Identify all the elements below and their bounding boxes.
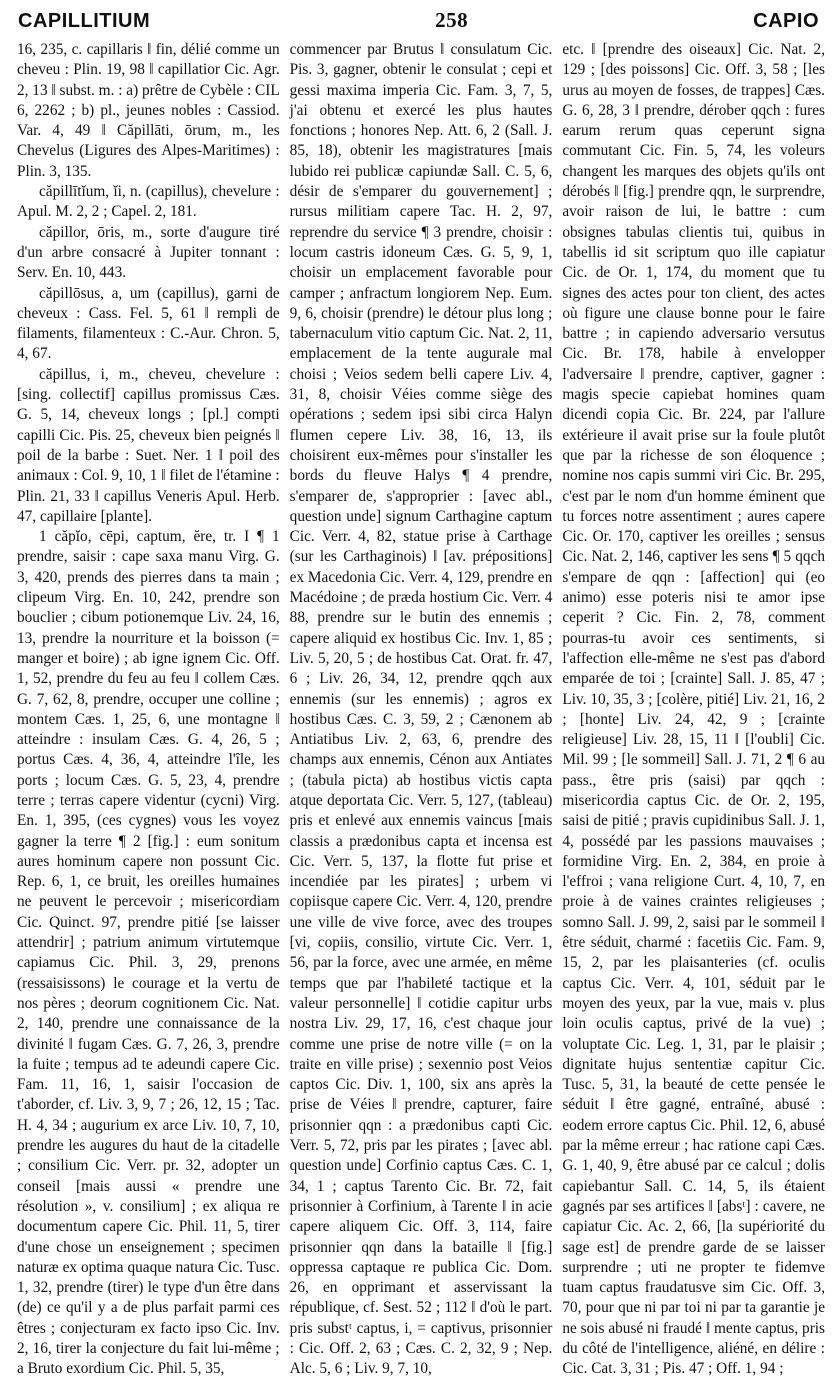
entry-capillitium: căpillītĭum, ĭi, n. (capillus), chevelure : Apul. M. 2, 2 ; Capel. 2, 181. <box>17 183 280 221</box>
entry-capillor: căpillor, ōris, m., sorte d'augure tiré d'un arbre consacré à Jupiter tonnant : Serv. En. 10, 443. <box>17 223 280 282</box>
entry-paragraph: etc. ‖ [prendre des oiseaux] Cic. Nat. 2, 129 ; [des poissons] Cic. Off. 3, 58 ; [les urus au moyen de fosses, de trappes] Cæs. G. 6, 28, 3 ‖ prendre, dérober qqch : fures earum rerum quas ceperunt signa commutant Cic. Fin. 5, 74, les voleurs changent les marques des objets qu'ils ont dérobés ‖ [fig.] prendre qqn, le surprendre, avoir raison de lui, le battre : cum obsignes tabulas clientis tui, quibus in tabellis id sit scriptum quo ille capiatur Cic. de Or. 1, 174, du moment que tu signes des actes pour ton client, des actes où figure une clause bonne pour le faire battre ; in capiendo adversario versutus Cic. Br. 178, habile à envelopper l'adversaire ‖ prendre, captiver, gagner : magis specie capiebat homines quam dicendi copia Cic. Br. 224, par l'allure extérieure il avait prise sur la foule plutôt que par la richesse de son éloquence ; nomine nos capis summi viri Cic. Br. 295, c'est par le nom d'un homme éminent que tu forces notre assentiment ; aures capere Cic. Or. 170, captiver les oreilles ; sensus Cic. Nat. 2, 146, captiver les sens ¶ 5 qqch s'empare de qqn : [affection] qui (eo animo) esse poteris nisi te amor ipse ceperit ? Cic. Fin. 2, 78, comment pourras-tu avoir ces sentiments, si l'affection elle-même ne s'est pas d'abord emparée de toi ; [crainte] Sall. J. 85, 47 ; Liv. 10, 35, 3 ; [colère, pitié] Liv. 21, 16, 2 ; [honte] Liv. 24, 42, 9 ; [crainte religieuse] Liv. 28, 15, 11 ‖ [l'oubli] Cic. Mil. 99 ; [le sommeil] Sall. J. 71, 2 ¶ 6 au pass., être pris (saisi) par qqch : misericordia captus Cic. de Or. 2, 195, saisi de pitié ; pravis cupidinibus Sall. J. 1, 4, possédé par les passions mauvaises ; formidine Virg. En. 2, 384, en proie à l'effroi ; vana religione Curt. 4, 10, 7, en proie à de vaines craintes religieuses ; somno Sall. J. 99, 2, saisi par le sommeil ‖ être séduit, charmé : facetiis Cic. Fam. 9, 15, 2, par les plaisanteries (cf. oculis captus Cic. Verr. 4, 101, séduit par le moyen des yeux, par la vue, mais v. plus loin oculis captus, privé de la vue) ; voluptate Cic. Leg. 1, 31, par le plaisir ; dignitate hujus sententiæ capitur Cic. Tusc. 5, 31, la beauté de cette pensée le séduit ‖ être gagné, entraîné, abusé : eodem errore captus Cic. Phil. 12, 6, abusé par la même erreur ; hac ratione capi Cæs. G. 1, 40, 9, être abusé par ce calcul ; dolis capiebantur Sall. C. 14, 5, ils étaient gagnés par ses artifices ‖ [absᵗ] : cavere, ne capiatur Cic. Ac. 2, 66, [la supériorité du sage est] de prendre garde de se laisser surprendre ; uti ne propter te fidemve tuam captus fraudatusve sim Cic. Off. 3, 70, pour que ni par toi ni par ta garantie je ne sois abusé ni fraudé ‖ mente captus, pris du côté de l'intelligence, aliéné, en délire : Cic. Cat. 3, 31 ; Pis. 47 ; Off. 1, 94 ; <box>562 41 826 1378</box>
left-headword: CAPILLITIUM <box>18 10 151 32</box>
column-left <box>17 40 280 1378</box>
right-headword: CAPIO <box>753 10 819 32</box>
entry-capio: 1 căpĭo, cēpi, captum, ĕre, tr. I ¶ 1 prendre, saisir : cape saxa manu Virg. G. 3, 420, prends des pierres dans ta main ; clipeum Virg. En. 10, 242, prendre son bouclier ; cibum potionemque Liv. 24, 16, 13, prendre la nourriture et la boisson (= manger et boire) ; ab igne ignem Cic. Off. 1, 52, prendre du feu au feu ‖ collem Cæs. G. 7, 62, 8, prendre, occuper une colline ; montem Cæs. 1, 25, 6, une montagne ‖ atteindre : insulam Cæs. G. 4, 26, 5 ; portus Cæs. 4, 36, 4, atteindre l'île, les ports ; locum Cæs. G. 5, 23, 4, prendre terre ; terras capere videntur (cycni) Virg. En. 1, 395, (ces cygnes) vous les voyez gagner la terre ¶ 2 [fig.] : eum sonitum aures hominum capere non possunt Cic. Rep. 6, 1, ce bruit, les oreilles humaines ne peuvent le percevoir ; misericordiam Cic. Quinct. 97, prendre pitié [se laisser attendrir] ; patrium animum virtutemque capiamus Cic. Phil. 3, 29, prenons (ressaisissons) le courage et la vertu de nos pères ; deorum cognitionem Cic. Nat. 2, 140, prendre une connaissance de la divinité ‖ fugam Cæs. G. 7, 26, 3, prendre la fuite ; tempus ad te adeundi capere Cic. Fam. 11, 16, 1, saisir l'occasion de t'aborder, cf. Liv. 3, 9, 7 ; 26, 12, 15 ; Tac. H. 4, 34 ; augurium ex arce Liv. 10, 7, 10, prendre les augures du haut de la citadelle ; consilium Cic. Verr. pr. 32, adopter un conseil [mais aussi « prendre une résolution », v. consilium] ; ex aliqua re documentum capere Cic. Phil. 11, 5, tirer d'une chose un enseignement ; specimen naturæ ex optima quaque natura Cic. Tusc. 1, 32, prendre (tirer) le type d'un être dans (de) ce qu'il y a de plus parfait parmi ces êtres ; conjecturam ex facto ipso Cic. Inv. 2, 16, tirer la conjecture du fait lui-même ; a Bruto exordium Cic. Phil. 5, 35, <box>17 528 280 1378</box>
column-right <box>562 40 826 1378</box>
running-header <box>18 8 819 38</box>
entry-paragraph: commencer par Brutus ‖ consulatum Cic. Pis. 3, gagner, obtenir le consulat ; cepi et gessi maxima imperia Cic. Fam. 3, 7, 5, j'ai obtenu et exercé les plus hautes fonctions ; honores Nep. Att. 6, 2 (Sall. J. 85, 18), obtenir les magistratures [mais lubido rei publicæ capiundæ Sall. C. 5, 6, désir de s'emparer du gouvernement] ; rursus militiam capere Tac. H. 2, 97, reprendre du service ¶ 3 prendre, choisir : locum castris idoneum Cæs. G. 5, 9, 1, choisir un emplacement favorable pour camper ; anfractum longiorem Nep. Eum. 9, 6, choisir (prendre) le détour plus long ; tabernaculum vitio captum Cic. Nat. 2, 11, emplacement de la tente augurale mal choisi ; Veios sedem belli capere Liv. 4, 31, 8, choisir Véies comme siège des opérations ; sedem ipsi sibi circa Halyn flumen cepere Liv. 38, 16, 13, ils choisirent eux-mêmes pour s'installer les bords du fleuve Halys ¶ 4 prendre, s'emparer de, s'approprier : [avec abl., question unde] signum Carthagine captum Cic. Verr. 4, 82, statue prise à Carthage (sur les Carthaginois) ‖ [av. prépositions] ex Macedonia Cic. Verr. 4, 129, prendre en Macédoine ; de præda hostium Cic. Verr. 4 88, prendre sur le butin des ennemis ; capere aliquid ex hostibus Cic. Inv. 1, 85 ; Liv. 5, 20, 5 ; de hostibus Cat. Orat. fr. 47, 6 ; Liv. 26, 34, 12, prendre qqch aux ennemis (sur les ennemis) ; agros ex hostibus Cæs. C. 3, 59, 2 ; Cænonem ab Antiatibus Liv. 2, 63, 6, prendre des champs aux ennemis, Cénon aux Antiates ; (tabula picta) ab hostibus victis capta atque deportata Cic. Verr. 5, 127, (tableau) pris et enlevé aux ennemis vaincus [mais classis a prædonibus capta et incensa est Cic. Verr. 5, 137, la flotte fut prise et incendiée par les pirates] ; urbem vi copiisque capere Cic. Verr. 4, 120, prendre une ville de vive force, avec des troupes [vi, copiis, consilio, virtute Cic. Verr. 1, 56, par la force, avec une armée, en même temps que par l'habileté tactique et la valeur personnelle] ‖ cotidie capitur urbs nostra Liv. 29, 17, 16, c'est chaque jour comme une prise de notre ville (= on la traite en ville prise) ; sexennio post Veios captos Cic. Div. 1, 100, six ans après la prise de Véies ‖ prendre, capturer, faire prisonnier qqn : a prædonibus capti Cic. Verr. 5, 72, pris par les pirates ; [avec abl. question unde] Corfinio captus Cæs. C. 1, 34, 1 ; captus Tarento Cic. Br. 72, fait prisonnier à Corfinium, à Tarente ‖ in acie capere aliquem Cic. Off. 3, 114, faire prisonnier qqn dans la bataille ‖ [fig.] oppressa captaque re publica Cic. Dom. 26, en opprimant et asservissant la république, cf. Sest. 52 ; 112 ‖ d'où le part. pris substᵗ captus, i, = captivus, prisonnier : Cic. Off. 2, 63 ; Cæs. C. 2, 32, 9 ; Nep. Alc. 5, 6 ; Liv. 9, 7, 10, <box>289 41 553 1378</box>
page-number: 258 <box>435 8 469 32</box>
column-middle <box>289 40 553 1378</box>
entry-paragraph: 16, 235, c. capillaris ‖ fin, délié comme un cheveu : Plin. 19, 98 ‖ capillatior Cic. Agr. 2, 13 ‖ subst. m. : a) prêtre de Cybèle : CIL 6, 2262 ; b) pl., jeunes nobles : Cassiod. Var. 4, 49 ‖ Căpillāti, ōrum, m., les Chevelus (Ligures des Alpes-Maritimes) : Plin. 3, 135. <box>17 41 280 180</box>
entry-capillosus: căpillōsus, a, um (capillus), garni de cheveux : Cass. Fel. 5, 61 ‖ rempli de filaments, filamenteux : C.-Aur. Chron. 5, 4, 67. <box>17 284 280 363</box>
dictionary-columns <box>17 40 826 1378</box>
entry-capillus: căpillus, i, m., cheveu, chevelure : [sing. collectif] capillus promissus Cæs. G. 5, 14, cheveux longs ; [pl.] compti capilli Cic. Pis. 25, cheveux bien peignés ‖ poil de la barbe : Suet. Ner. 1 ‖ poil des animaux : Col. 9, 10, 1 ‖ filet de l'étamine : Plin. 21, 33 ‖ capillus Veneris Apul. Herb. 47, capillaire [plante]. <box>17 365 280 525</box>
